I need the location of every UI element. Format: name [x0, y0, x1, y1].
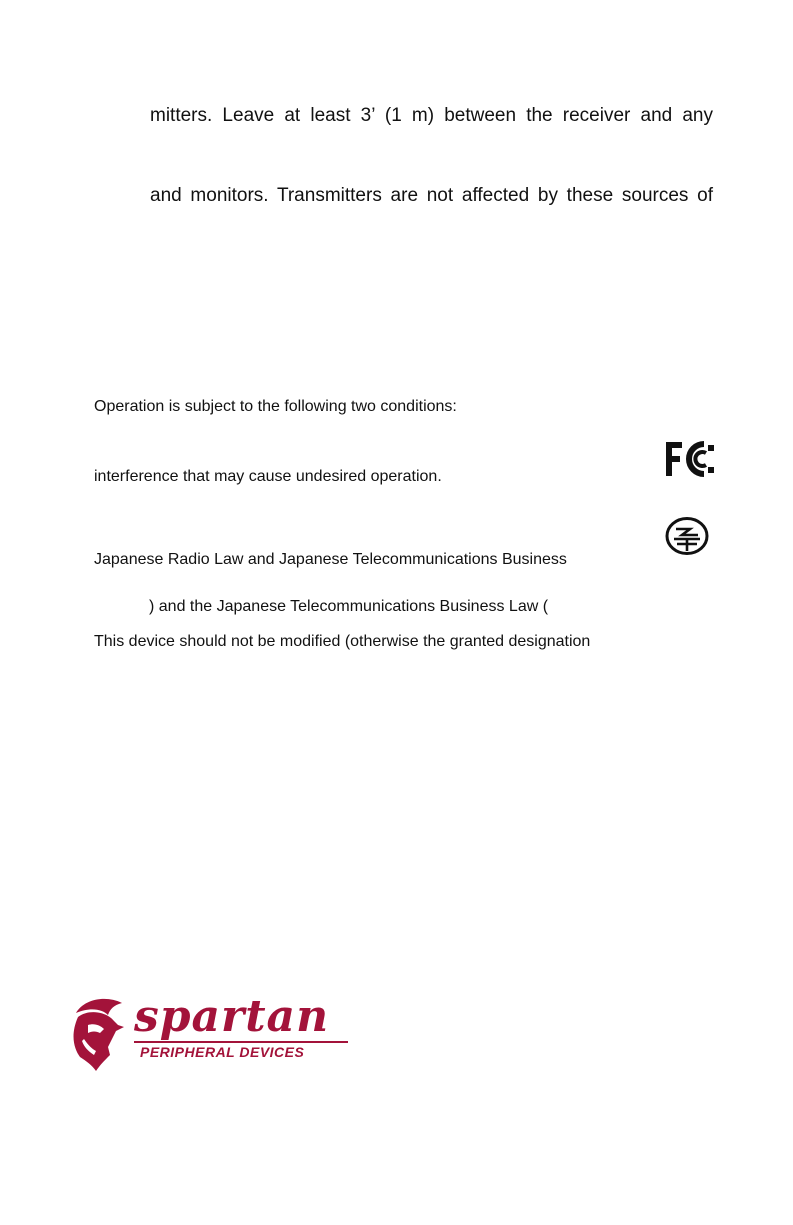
body-text-line-2: and monitors. Transmitters are not affected by these sources of	[150, 185, 713, 206]
fcc-interference-text: interference that may cause undesired operation.	[94, 468, 442, 485]
body-text-line-1: mitters. Leave at least 3’ (1 m) between the receiver and any	[150, 105, 713, 126]
spartan-logo	[66, 991, 366, 1075]
japan-giteki-mark-icon	[664, 516, 710, 556]
brand-tagline: PERIPHERAL DEVICES	[140, 1044, 305, 1060]
japan-telecom-text: ) and the Japanese Telecommunications Business Law (	[149, 598, 549, 615]
device-modification-text: This device should not be modified (otherwise the granted designation	[94, 633, 591, 650]
brand-divider	[134, 1041, 348, 1043]
japan-law-text: Japanese Radio Law and Japanese Telecommunications Business	[94, 551, 567, 568]
fcc-conditions-text: Operation is subject to the following two conditions:	[94, 398, 457, 415]
brand-name: spartan	[134, 991, 330, 1042]
fcc-logo-icon	[664, 440, 716, 478]
